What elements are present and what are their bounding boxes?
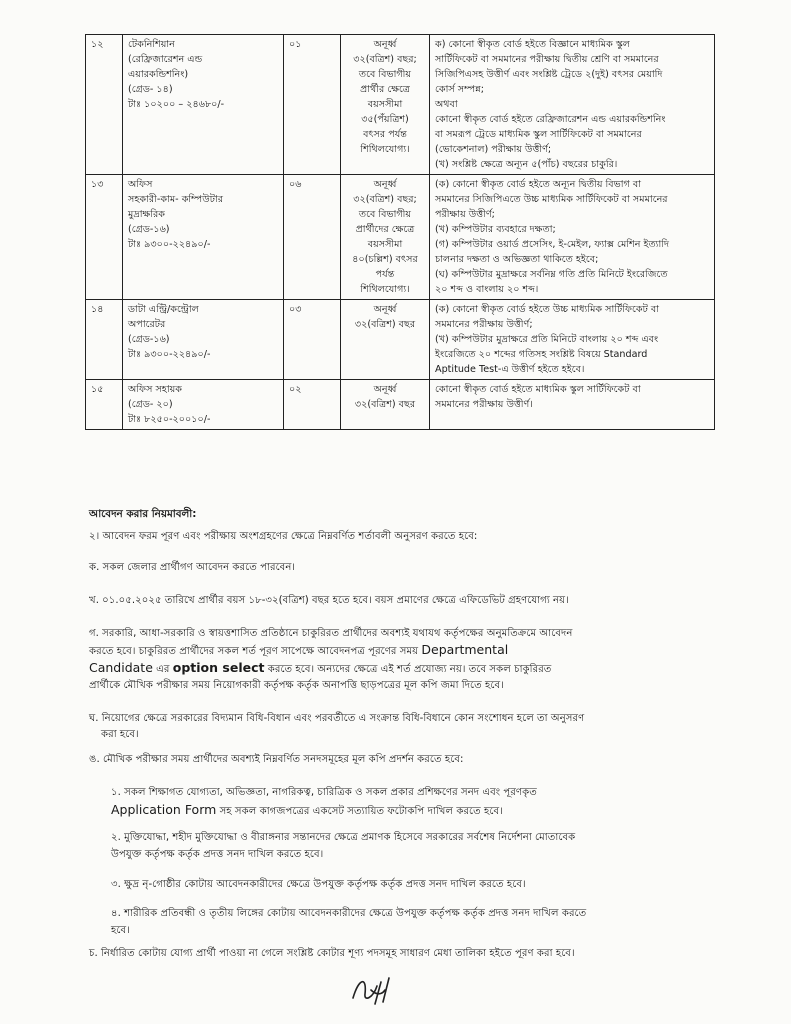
rule-ga-line-3	[89, 660, 709, 678]
age-limit-line: শিথিলযোগ্য।	[360, 284, 410, 295]
rule-gha-line-1: ঘ. নিয়োগের ক্ষেত্রে সরকারের বিদ্যমান বিধি-বিধান এবং পরবর্তীতে এ সংক্রান্ত বিধি-বিধানে কোন সংশোধন হলে তা অনুসরণ	[89, 713, 585, 724]
age-limit-line: অনূর্ধ্ব	[373, 384, 397, 395]
post-name-line: ডাটা এন্ট্রি/কন্ট্রোল	[128, 304, 199, 315]
sub-rule-2	[111, 829, 703, 863]
post-name-line: মুদ্রাক্ষরিক	[128, 209, 165, 220]
qualification-line: (গ) কম্পিউটার ওয়ার্ড প্রসেসিং, ই-মেইল, ফ্যাক্স মেশিন ইত্যাদি	[435, 239, 670, 250]
table-row	[86, 300, 715, 380]
rule-gha	[89, 711, 709, 743]
sub-rule-1	[111, 784, 703, 820]
serial-number: ১৪	[91, 304, 104, 315]
qualification-cell	[430, 35, 715, 175]
age-limit-cell	[341, 300, 430, 380]
age-limit-line: তবে বিভাগীয়	[358, 209, 412, 220]
post-name-line: (গ্রেড- ২০)	[128, 399, 173, 410]
qualification-line: (খ) কম্পিউটার ব্যবহারে দক্ষতা;	[435, 224, 556, 235]
candidate-term: Candidate	[89, 660, 153, 675]
rule-ga-text: করতে হবে। চাকুরিরত প্রার্থীদের সকল শর্ত পূরণ সাপেক্ষে আবেদনপত্র পূরণের সময়	[89, 646, 419, 657]
application-form-term: Application Form	[111, 802, 217, 817]
age-limit-line: অনূর্ধ্ব	[373, 304, 397, 315]
age-limit-line: অনূর্ধ্ব	[373, 39, 397, 50]
rule-cha: চ. নির্ধারিত কোটায় যোগ্য প্রার্থী পাওয়া না গেলে সংশ্লিষ্ট কোটার শূণ্য পদসমূহ সাধারণ মেধা তালিকা হইতে পূরণ করা হবে।	[89, 948, 575, 959]
serial-number: ১৫	[91, 384, 104, 395]
posts-table	[85, 34, 715, 430]
rules-heading: আবেদন করার নিয়মাবলী:	[89, 508, 197, 520]
qualification-line: বা সমরূপ ট্রেডে মাধ্যমিক স্কুল সার্টিফিকেট বা সমমানের	[435, 129, 642, 140]
age-limit-line: পর্যন্ত	[375, 269, 395, 280]
post-name-line: টাঃ ৯৩০০-২২৪৯০/-	[128, 349, 211, 360]
option-select-term: option select	[172, 660, 265, 675]
rule-ga-line-1: গ. সরকারি, আধা-সরকারি ও স্বায়ত্তশাসিত প্রতিষ্ঠানে চাকুরিরত প্রার্থীদের অবশ্যই যথাযথ কর্তৃপক্ষের অনুমতিক্রমে আবেদন	[89, 628, 573, 639]
post-name-line: (রেফ্রিজারেশন এন্ড	[128, 54, 203, 65]
qualification-line: কোনো স্বীকৃত বোর্ড হইতে মাধ্যমিক স্কুল সার্টিফিকেট বা	[435, 384, 641, 395]
qualification-cell	[430, 175, 715, 300]
sub-rule-4-line-1: ৪. শারীরিক প্রতিবন্ধী ও তৃতীয় লিঙ্গের কোটায় আবেদনকারীদের ক্ষেত্রে উপযুক্ত কর্তৃপক্ষ কর্তৃক প্রদত্ত সনদ দাখিল করতে	[111, 908, 587, 919]
rule-kha: খ. ০১.০৫.২০২৫ তারিখে প্রার্থীর বয়স ১৮-৩২(বত্রিশ) বছর হতে হবে। বয়স প্রমাণের ক্ষেত্রে এফিডেভিট গ্রহণযোগ্য নয়।	[89, 595, 569, 606]
post-count: ০১	[289, 39, 302, 50]
rule-gha-line-2: করা হবে।	[101, 729, 139, 740]
table-row	[86, 175, 715, 300]
post-name-line: সহকারী-কাম- কম্পিউটার	[128, 194, 224, 205]
qualification-line: সমমানের পরীক্ষায় উত্তীর্ণ।	[435, 399, 533, 410]
post-name-line: অফিস	[128, 179, 153, 190]
post-count: ০২	[289, 384, 302, 395]
age-limit-line: ৪০(চল্লিশ) বৎসর	[352, 254, 418, 265]
post-name-line: টাঃ ৯৩০০-২২৪৯০/-	[128, 239, 211, 250]
rule-ga-line-4: প্রার্থীকে মৌখিক পরীক্ষার সময় নিয়োগকারী কর্তৃপক্ষ কর্তৃক অনাপত্তি ছাড়পত্রের মূল কপি জমা দিতে হবে।	[89, 680, 504, 691]
rule-ga	[89, 626, 709, 694]
qualification-line: পরীক্ষায় উত্তীর্ণ;	[435, 209, 495, 220]
sub-rule-2-line-2: উপযুক্ত কর্তৃপক্ষ কর্তৃক প্রদত্ত সনদ দাখিল করতে হবে।	[111, 849, 324, 860]
post-name-line: (গ্রেড-১৬)	[128, 224, 170, 235]
qualification-line: ক) কোনো স্বীকৃত বোর্ড হইতে বিজ্ঞানে মাধ্যমিক স্কুল	[435, 39, 630, 50]
post-name-cell	[123, 380, 284, 430]
post-name-line: টাঃ ৮২৫০-২০০১০/-	[128, 414, 211, 425]
post-name-line: অপারেটর	[128, 319, 166, 330]
age-limit-line: অনূর্ধ্ব	[373, 179, 397, 190]
serial-number: ১২	[91, 39, 104, 50]
serial-cell	[86, 380, 123, 430]
sub-rule-1-line-2	[111, 801, 703, 820]
post-count-cell	[284, 300, 341, 380]
age-limit-line: বয়সসীমা	[367, 99, 403, 110]
rule-uma: ঙ. মৌখিক পরীক্ষার সময় প্রার্থীদের অবশ্যই নিম্নবর্ণিত সনদসমূহের মূল কপি প্রদর্শন করতে হবে:	[89, 754, 464, 765]
qualification-line: (ক) কোনো স্বীকৃত বোর্ড হইতে উচ্চ মাধ্যমিক সার্টিফিকেট বা	[435, 304, 659, 315]
post-count-cell	[284, 380, 341, 430]
qualification-cell	[430, 380, 715, 430]
age-limit-line: ৩২(বত্রিশ) বছর;	[353, 194, 417, 205]
sub-rule-4	[111, 905, 703, 939]
post-name-line: এয়ারকন্ডিশনিং)	[128, 69, 189, 80]
qualification-line: সার্টিফিকেট বা সমমানের পরীক্ষায় দ্বিতীয় শ্রেণি বা সমমানের	[435, 54, 659, 65]
post-count: ০৩	[289, 304, 302, 315]
age-limit-cell	[341, 175, 430, 300]
post-name-cell	[123, 175, 284, 300]
rule-ga-text: করতে হবে। অন্যদের ক্ষেত্রে এই শর্ত প্রযোজ্য নয়। তবে সকল চাকুরিরত	[267, 664, 552, 675]
age-limit-line: ৩৫(পঁয়ত্রিশ)	[361, 114, 409, 125]
table-row	[86, 380, 715, 430]
age-limit-line: বৎসর পর্যন্ত	[363, 129, 407, 140]
sub-rule-4-line-2: হবে।	[111, 925, 130, 936]
serial-cell	[86, 175, 123, 300]
qualification-line: কোর্স সম্পন্ন;	[435, 84, 484, 95]
rule-ka: ক. সকল জেলার প্রার্থীগণ আবেদন করতে পারবেন।	[89, 562, 296, 573]
rule-ga-text: এর	[156, 664, 170, 675]
qualification-line: (ঘ) কম্পিউটার মুদ্রাক্ষরে সর্বনিম্ন গতি প্রতি মিনিটে ইংরেজিতে	[435, 269, 668, 280]
qualification-line: সমমানের সিজিপিএতে উচ্চ মাধ্যমিক সার্টিফিকেট বা সমমানের	[435, 194, 668, 205]
age-limit-line: ৩২(বত্রিশ) বছর	[354, 399, 416, 410]
qualification-line: Aptitude Test-এ উত্তীর্ণ হইতে হইবে।	[435, 364, 585, 375]
sub-rule-1-text: সহ সকল কাগজপত্রের একসেট সত্যায়িত ফটোকপি দাখিল করতে হবে।	[219, 806, 503, 817]
sub-rule-1-line-1: ১. সকল শিক্ষাগত যোগ্যতা, অভিজ্ঞতা, নাগরিকত্ব, চারিত্রিক ও সকল প্রকার প্রশিক্ষণের সনদ এবং পূরণকৃত	[111, 787, 537, 798]
qualification-line: অথবা	[435, 99, 458, 110]
qualification-cell	[430, 300, 715, 380]
age-limit-line: ৩২(বত্রিশ) বছর;	[353, 54, 417, 65]
rule-2: ২। আবেদন ফরম পূরণ এবং পরীক্ষায় অংশগ্রহণের ক্ষেত্রে নিম্নবর্ণিত শর্তাবলী অনুসরণ করতে হবে:	[89, 531, 478, 542]
age-limit-line: ৩২(বত্রিশ) বছর	[354, 319, 416, 330]
qualification-line: সিজিপিএসহ উত্তীর্ণ এবং সংশ্লিষ্ট ট্রেডে ২(দুই) বৎসর মেয়াদি	[435, 69, 663, 80]
qualification-line: সমমানের পরীক্ষায় উত্তীর্ণ;	[435, 319, 533, 330]
post-name-cell	[123, 35, 284, 175]
post-name-line: (গ্রেড-১৬)	[128, 334, 170, 345]
qualification-line: (ভোকেশনাল) পরীক্ষায় উত্তীর্ণ;	[435, 144, 552, 155]
signature-mark	[345, 968, 405, 1008]
table-row	[86, 35, 715, 175]
age-limit-line: বয়সসীমা	[367, 239, 403, 250]
qualification-line: ২০ শব্দ ও বাংলায় ২০ শব্দ।	[435, 284, 539, 295]
age-limit-line: তবে বিভাগীয়	[358, 69, 412, 80]
serial-cell	[86, 35, 123, 175]
age-limit-line: প্রার্থীদের ক্ষেত্রে	[355, 224, 415, 235]
age-limit-cell	[341, 380, 430, 430]
post-name-line: টেকনিশিয়ান	[128, 39, 175, 50]
qualification-line: ইংরেজিতে ২০ শব্দের গতিসহ সংশ্লিষ্ট বিষয়ে Standard	[435, 349, 648, 360]
qualification-line: (খ) সংশ্লিষ্ট ক্ষেত্রে অন্যূন ৫(পাঁচ) বছরের চাকুরি।	[435, 159, 618, 170]
post-name-cell	[123, 300, 284, 380]
age-limit-cell	[341, 35, 430, 175]
qualification-line: (ক) কোনো স্বীকৃত বোর্ড হইতে অন্যূন দ্বিতীয় বিভাগ বা	[435, 179, 642, 190]
sub-rule-3: ৩. ক্ষুদ্র নৃ-গোষ্ঠীর কোটায় আবেদনকারীদের ক্ষেত্রে উপযুক্ত কর্তৃপক্ষ কর্তৃক প্রদত্ত সনদ দাখিল করতে হবে।	[111, 879, 526, 890]
qualification-line: চালনার দক্ষতা ও অভিজ্ঞতা থাকিতে হইবে;	[435, 254, 599, 265]
serial-number: ১৩	[91, 179, 104, 190]
qualification-line: কোনো স্বীকৃত বোর্ড হইতে রেফ্রিজারেশন এন্ড এয়ারকন্ডিশনিং	[435, 114, 666, 125]
post-count-cell	[284, 175, 341, 300]
post-name-line: (গ্রেড- ১৪)	[128, 84, 173, 95]
post-name-line: অফিস সহায়ক	[128, 384, 182, 395]
post-count-cell	[284, 35, 341, 175]
qualification-line: (খ) কম্পিউটার মুদ্রাক্ষরে প্রতি মিনিটে বাংলায় ২০ শব্দ এবং	[435, 334, 659, 345]
post-name-line: টাঃ ১০২০০ – ২৪৬৮০/-	[128, 99, 225, 110]
post-count: ০৬	[289, 179, 302, 190]
rule-ga-line-2	[89, 642, 709, 660]
age-limit-line: শিথিলযোগ্য।	[360, 144, 410, 155]
serial-cell	[86, 300, 123, 380]
departmental-term: Departmental	[421, 642, 509, 657]
age-limit-line: প্রার্থীর ক্ষেত্রে	[360, 84, 410, 95]
sub-rule-2-line-1: ২. মুক্তিযোদ্ধা, শহীদ মুক্তিযোদ্ধা ও বীরাঙ্গনার সন্তানদের ক্ষেত্রে প্রমাণক হিসেবে সরকারের সর্বশেষ নির্দেশনা মোতাবেক	[111, 832, 576, 843]
